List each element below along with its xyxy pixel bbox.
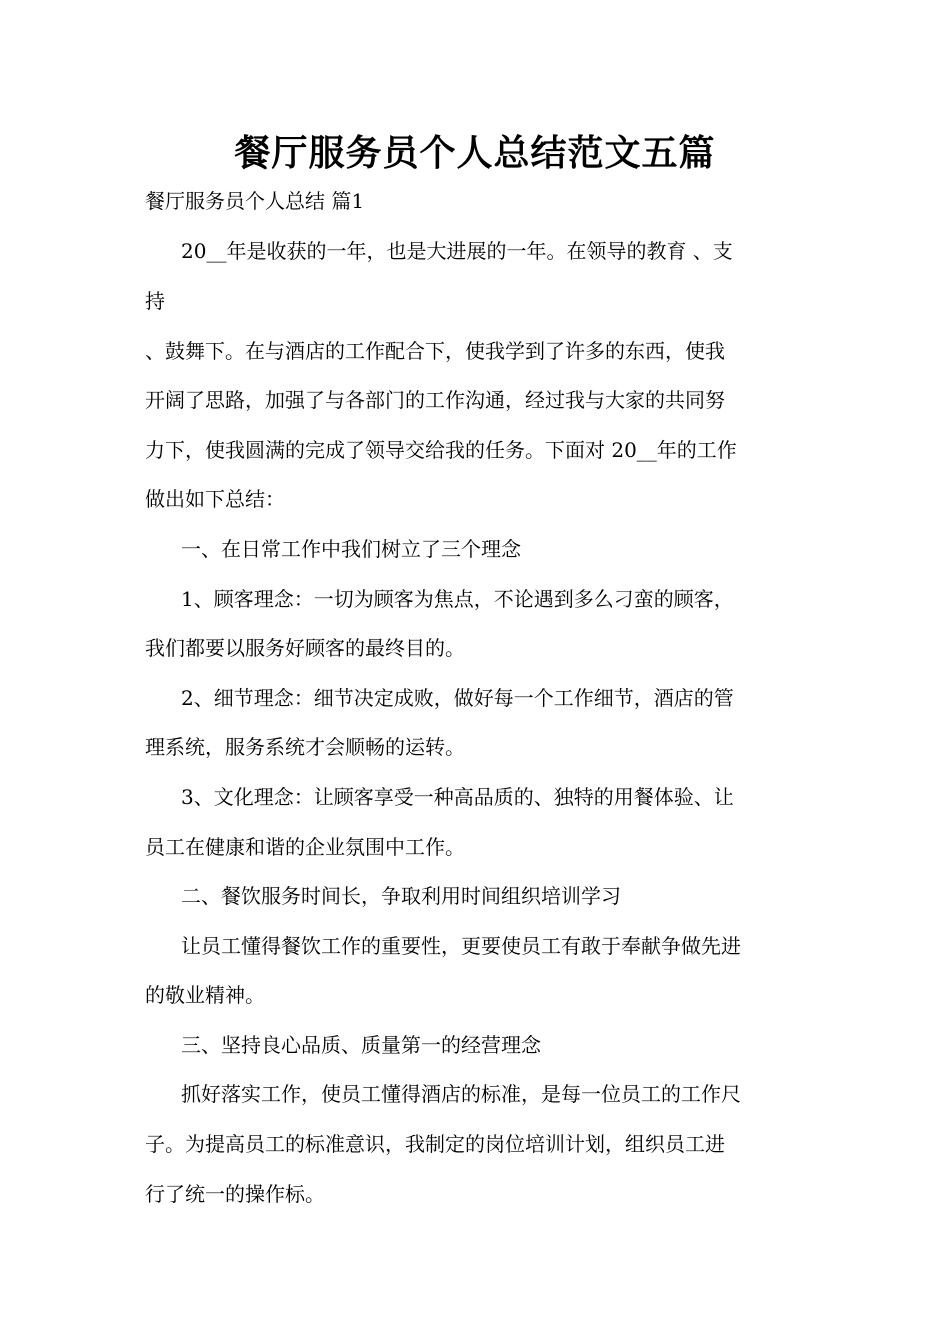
paragraph-line: 2、细节理念：细节决定成败，做好每一个工作细节，酒店的管: [181, 686, 734, 710]
paragraph-line: 20__年是收获的一年，也是大进展的一年。在领导的教育 、支: [181, 239, 733, 263]
document-title: 餐厅服务员个人总结范文五篇: [234, 133, 716, 174]
paragraph-line: 理系统，服务系统才会顺畅的运转。: [145, 735, 465, 759]
section-subheading: 一、在日常工作中我们树立了三个理念: [181, 537, 521, 561]
paragraph-line: 持: [145, 289, 165, 313]
paragraph-line: 让员工懂得餐饮工作的重要性，更要使员工有敢于奉献争做先进: [181, 934, 741, 958]
paragraph-line: 开阔了思路，加强了与各部门的工作沟通，经过我与大家的共同努: [145, 388, 725, 412]
paragraph-line: 行了统一的操作标。: [145, 1182, 325, 1206]
section-subheading: 三、坚持良心品质、质量第一的经营理念: [181, 1033, 541, 1057]
paragraph-line: 的敬业精神。: [145, 983, 265, 1007]
paragraph-line: 1、顾客理念：一切为顾客为焦点，不论遇到多么刁蛮的顾客，: [181, 587, 734, 611]
paragraph-line: 子。为提高员工的标准意识，我制定的岗位培训计划，组织员工进: [145, 1132, 725, 1156]
section-heading: 餐厅服务员个人总结 篇1: [145, 189, 365, 213]
paragraph-line: 力下，使我圆满的完成了领导交给我的任务。下面对 20__年的工作: [145, 438, 737, 462]
section-subheading: 二、餐饮服务时间长，争取利用时间组织培训学习: [181, 884, 621, 908]
paragraph-line: 抓好落实工作，使员工懂得酒店的标准，是每一位员工的工作尺: [181, 1082, 741, 1106]
paragraph-line: 3、文化理念：让顾客享受一种高品质的、独特的用餐体验、让: [181, 785, 734, 809]
paragraph-line: 我们都要以服务好顾客的最终目的。: [145, 636, 465, 660]
paragraph-line: 员工在健康和谐的企业氛围中工作。: [145, 835, 465, 859]
paragraph-line: 做出如下总结：: [145, 487, 285, 511]
paragraph-line: 、鼓舞下。在与酒店的工作配合下，使我学到了许多的东西，使我: [145, 339, 725, 363]
